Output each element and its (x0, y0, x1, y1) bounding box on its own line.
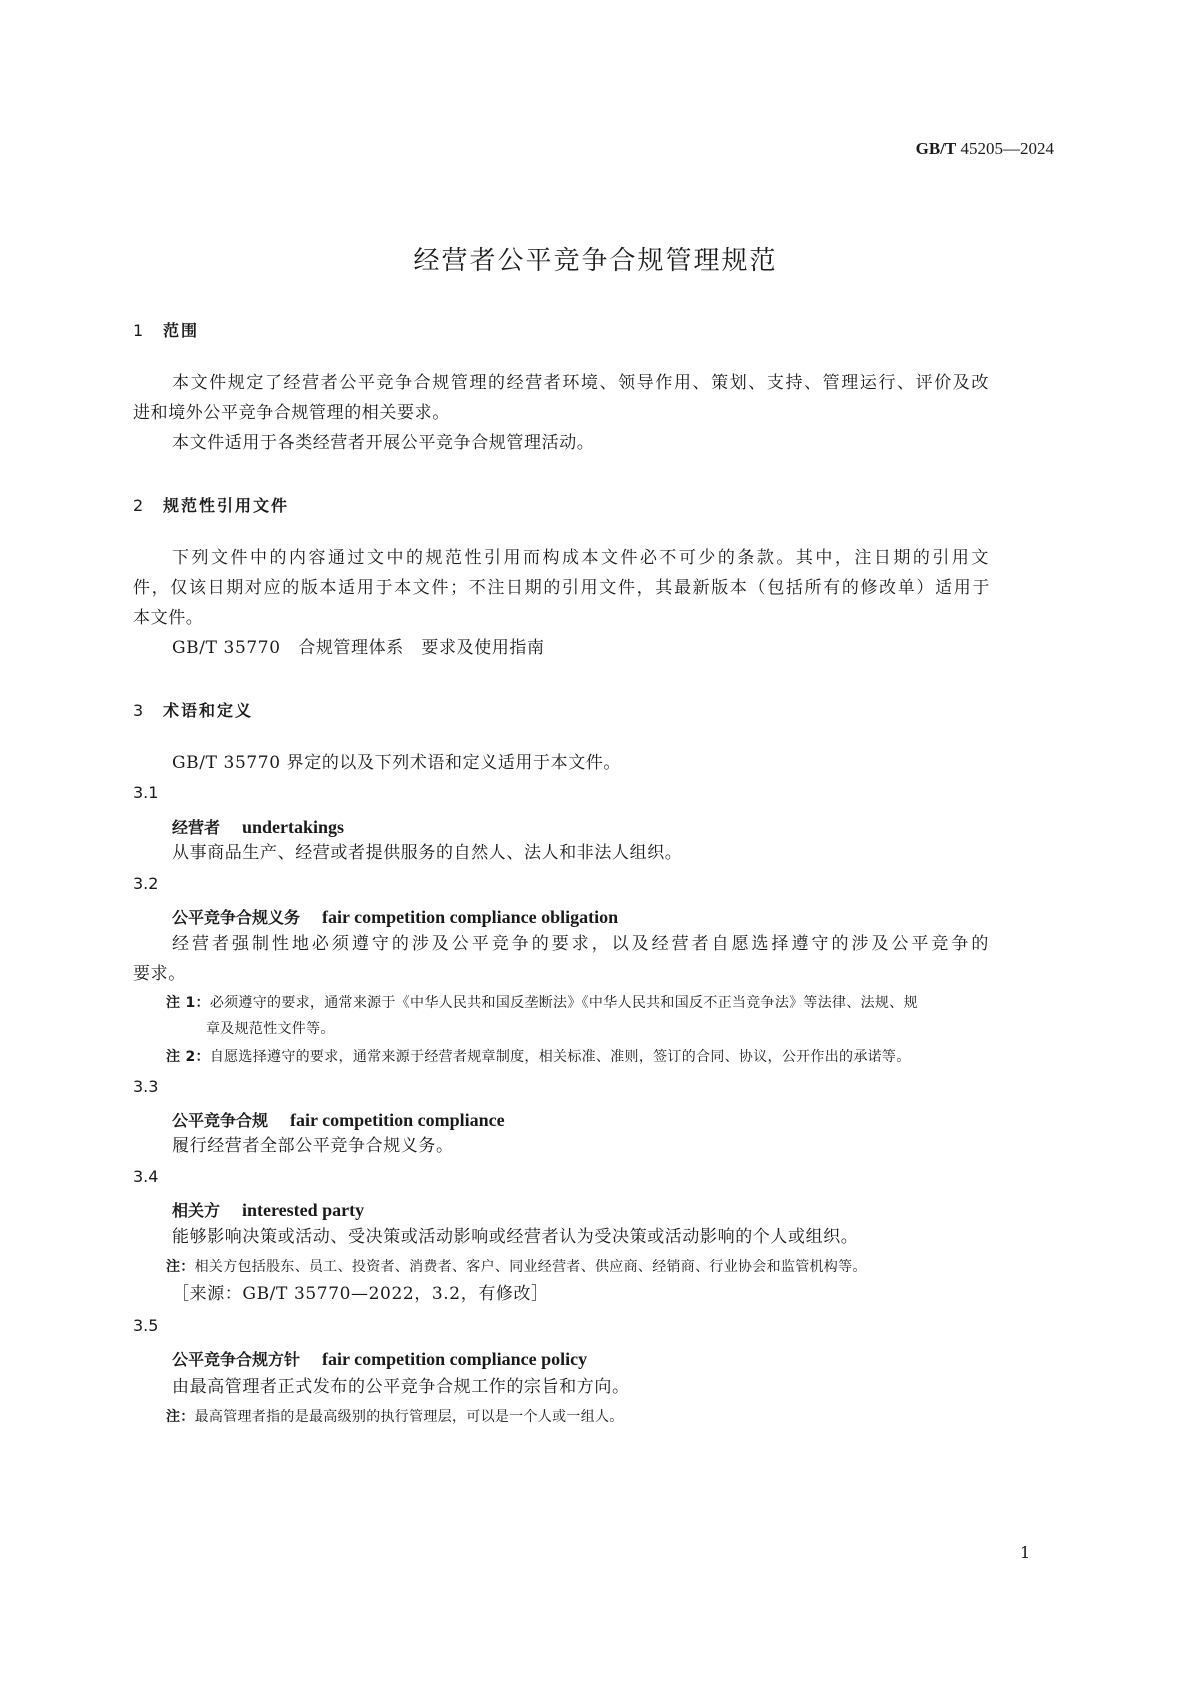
section-number: 2 (133, 496, 144, 515)
section-heading-scope (133, 318, 199, 341)
scope-paragraph-line: 进和境外公平竞争合规管理的相关要求。 (133, 403, 450, 423)
note-text: 最高管理者指的是最高级别的执行管理层，可以是一个人或一组人。 (194, 1409, 624, 1425)
term-definition: 经营者强制性地必须遵守的涉及公平竞争的要求，以及经营者自愿选择遵守的涉及公平竞争的 (172, 934, 989, 954)
term-zh: 经营者 (172, 818, 221, 837)
references-paragraph-line: 件，仅该日期对应的版本适用于本文件；不注日期的引用文件，其最新版本（包括所有的修改单）适用于 (133, 578, 990, 598)
term-en: interested party (242, 1200, 365, 1220)
term-heading (172, 815, 344, 838)
term-en: fair competition compliance obligation (322, 907, 619, 927)
referenced-document: GB/T 35770 合规管理体系 要求及使用指南 (172, 638, 545, 658)
term-en: fair competition compliance policy (322, 1349, 588, 1369)
term-number: 3.2 (133, 874, 159, 893)
note-text: 必须遵守的要求，通常来源于《中华人民共和国反垄断法》《中华人民共和国反不正当竞争法》等法律、法规、规 (209, 995, 918, 1011)
section-number: 3 (133, 701, 144, 720)
note-text: 自愿选择遵守的要求，通常来源于经营者规章制度，相关标准、准则，签订的合同、协议，公开作出的承诺等。 (209, 1049, 911, 1065)
scope-paragraph-line: 本文件规定了经营者公平竞争合规管理的经营者环境、领导作用、策划、支持、管理运行、评价及改 (172, 373, 989, 393)
note-label: 注： (166, 1409, 195, 1425)
term-zh: 公平竞争合规义务 (172, 908, 301, 927)
note-label: 注： (166, 1259, 195, 1275)
term-note (166, 1254, 867, 1280)
term-note (166, 1404, 624, 1430)
section-number: 1 (133, 321, 144, 340)
term-definition: 从事商品生产、经营或者提供服务的自然人、法人和非法人组织。 (172, 843, 683, 863)
term-source: ［来源：GB/T 35770—2022，3.2，有修改］ (172, 1284, 549, 1304)
term-definition: 由最高管理者正式发布的公平竞争合规工作的宗旨和方向。 (172, 1377, 630, 1397)
term-zh: 公平竞争合规 (172, 1111, 269, 1130)
term-definition: 履行经营者全部公平竞争合规义务。 (172, 1136, 454, 1156)
term-number: 3.5 (133, 1316, 159, 1335)
standard-code-number: 45205—2024 (960, 139, 1054, 158)
term-zh: 相关方 (172, 1201, 221, 1220)
section-label: 范围 (163, 321, 200, 340)
section-label: 术语和定义 (163, 701, 254, 720)
section-heading-terms-definitions (133, 698, 253, 721)
section-heading-normative-references (133, 493, 289, 516)
term-note (166, 990, 918, 1016)
term-note-continued: 章及规范性文件等。 (206, 1021, 335, 1037)
term-en: undertakings (242, 817, 345, 837)
references-paragraph-line: 本文件。 (133, 608, 204, 628)
term-definition: 要求。 (133, 964, 186, 984)
note-text: 相关方包括股东、员工、投资者、消费者、客户、同业经营者、供应商、经销商、行业协会和监管机构等。 (194, 1259, 867, 1275)
scope-applicability: 本文件适用于各类经营者开展公平竞争合规管理活动。 (172, 433, 595, 453)
term-number: 3.3 (133, 1077, 159, 1096)
term-heading (172, 1347, 587, 1370)
document-title: 经营者公平竞争合规管理规范 (413, 246, 778, 276)
note-label: 注 1： (166, 995, 210, 1011)
term-heading (172, 1108, 505, 1131)
standard-code-prefix: GB/T (915, 139, 957, 158)
term-zh: 公平竞争合规方针 (172, 1350, 301, 1369)
section-label: 规范性引用文件 (163, 496, 290, 515)
terms-intro: GB/T 35770 界定的以及下列术语和定义适用于本文件。 (172, 753, 622, 773)
term-definition: 能够影响决策或活动、受决策或活动影响或经营者认为受决策或活动影响的个人或组织。 (172, 1227, 859, 1247)
term-number: 3.1 (133, 783, 159, 802)
term-heading (172, 1198, 364, 1221)
page-number: 1 (1020, 1543, 1031, 1562)
term-number: 3.4 (133, 1167, 159, 1186)
note-label: 注 2： (166, 1049, 210, 1065)
standard-code (916, 139, 1054, 159)
term-en: fair competition compliance (290, 1110, 505, 1130)
references-paragraph-line: 下列文件中的内容通过文中的规范性引用而构成本文件必不可少的条款。其中，注日期的引用文 (172, 548, 989, 568)
term-note (166, 1044, 911, 1070)
term-heading (172, 905, 618, 928)
